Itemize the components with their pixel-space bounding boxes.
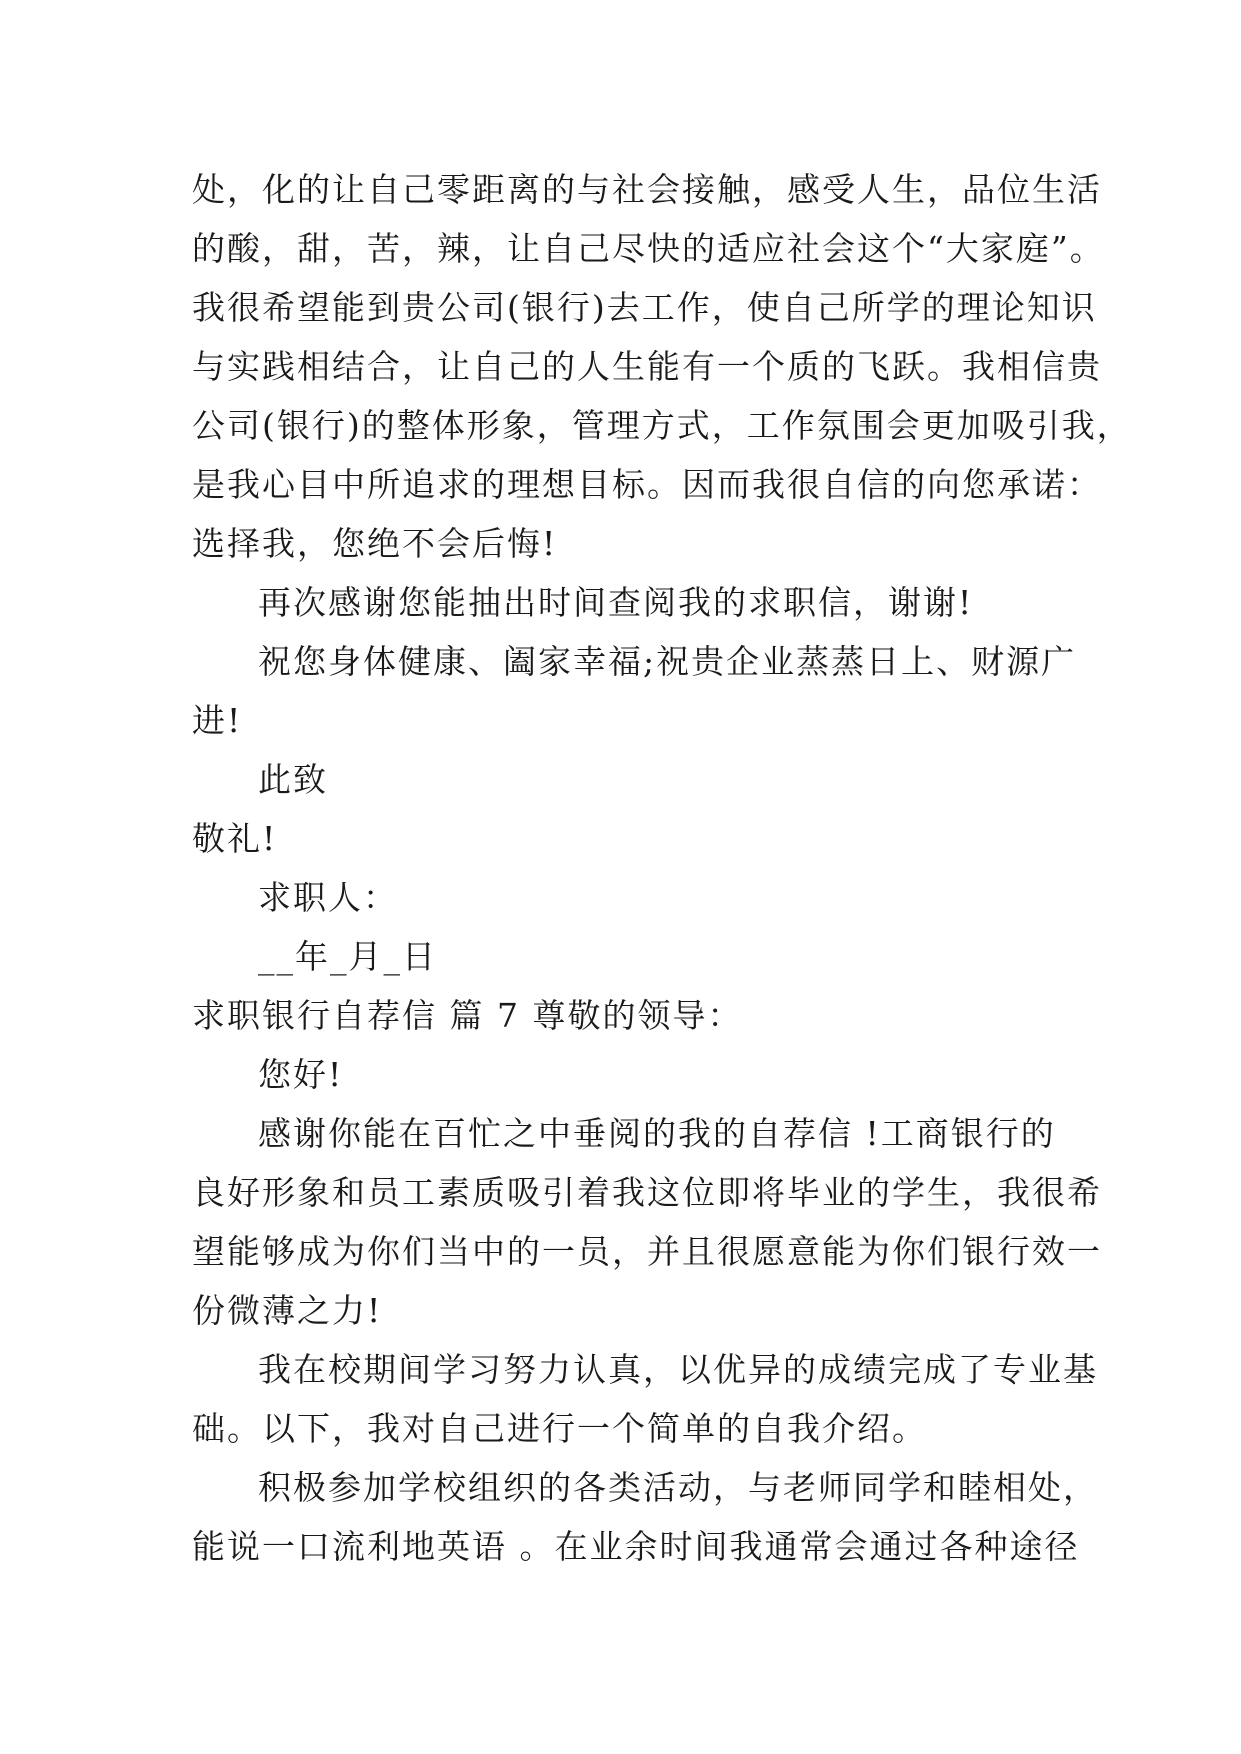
text-line: 良好形象和员工素质吸引着我这位即将毕业的学生，我很希 [192, 1173, 1102, 1212]
closing-salutation: 此致 [258, 760, 328, 799]
text-line: 份微薄之力! [192, 1291, 383, 1330]
text-line: 与实践相结合，让自己的人生能有一个质的飞跃。我相信贵 [192, 347, 1102, 386]
text-line: 选择我，您绝不会后悔! [192, 524, 558, 563]
text-line: 础。以下，我对自己进行一个简单的自我介绍。 [192, 1409, 927, 1448]
date-line: __年_月_日 [258, 937, 437, 976]
text-line: 我在校期间学习努力认真，以优异的成绩完成了专业基 [258, 1350, 1098, 1389]
text-line: 公司(银行)的整体形象，管理方式，工作氛围会更加吸引我， [192, 406, 1132, 445]
text-line: 祝您身体健康、阖家幸福;祝贵企业蒸蒸日上、财源广 [258, 642, 1077, 681]
text-line: 处，化的让自己零距离的与社会接触，感受人生，品位生活 [192, 170, 1102, 209]
text-line: 望能够成为你们当中的一员，并且很愿意能为你们银行效一 [192, 1232, 1102, 1271]
text-line: 感谢你能在百忙之中垂阅的我的自荐信 !工商银行的 [258, 1114, 1056, 1153]
applicant-signature: 求职人： [258, 878, 398, 917]
greeting: 您好! [258, 1055, 344, 1094]
text-line: 再次感谢您能抽出时间查阅我的求职信，谢谢! [258, 583, 974, 622]
text-line: 积极参加学校组织的各类活动，与老师同学和睦相处， [258, 1468, 1098, 1507]
text-line: 能说一口流利地英语 。在业余时间我通常会通过各种途径 [192, 1527, 1080, 1566]
closing-regards: 敬礼! [192, 819, 278, 858]
text-line: 是我心目中所追求的理想目标。因而我很自信的向您承诺： [192, 465, 1102, 504]
letter-body [192, 160, 1132, 1576]
text-line: 的酸，甜，苦，辣，让自己尽快的适应社会这个“大家庭”。 [192, 229, 1105, 268]
text-line: 进! [192, 701, 243, 740]
text-line: 我很希望能到贵公司(银行)去工作，使自己所学的理论知识 [192, 288, 1097, 327]
section-heading: 求职银行自荐信 篇 7 尊敬的领导： [192, 996, 743, 1035]
